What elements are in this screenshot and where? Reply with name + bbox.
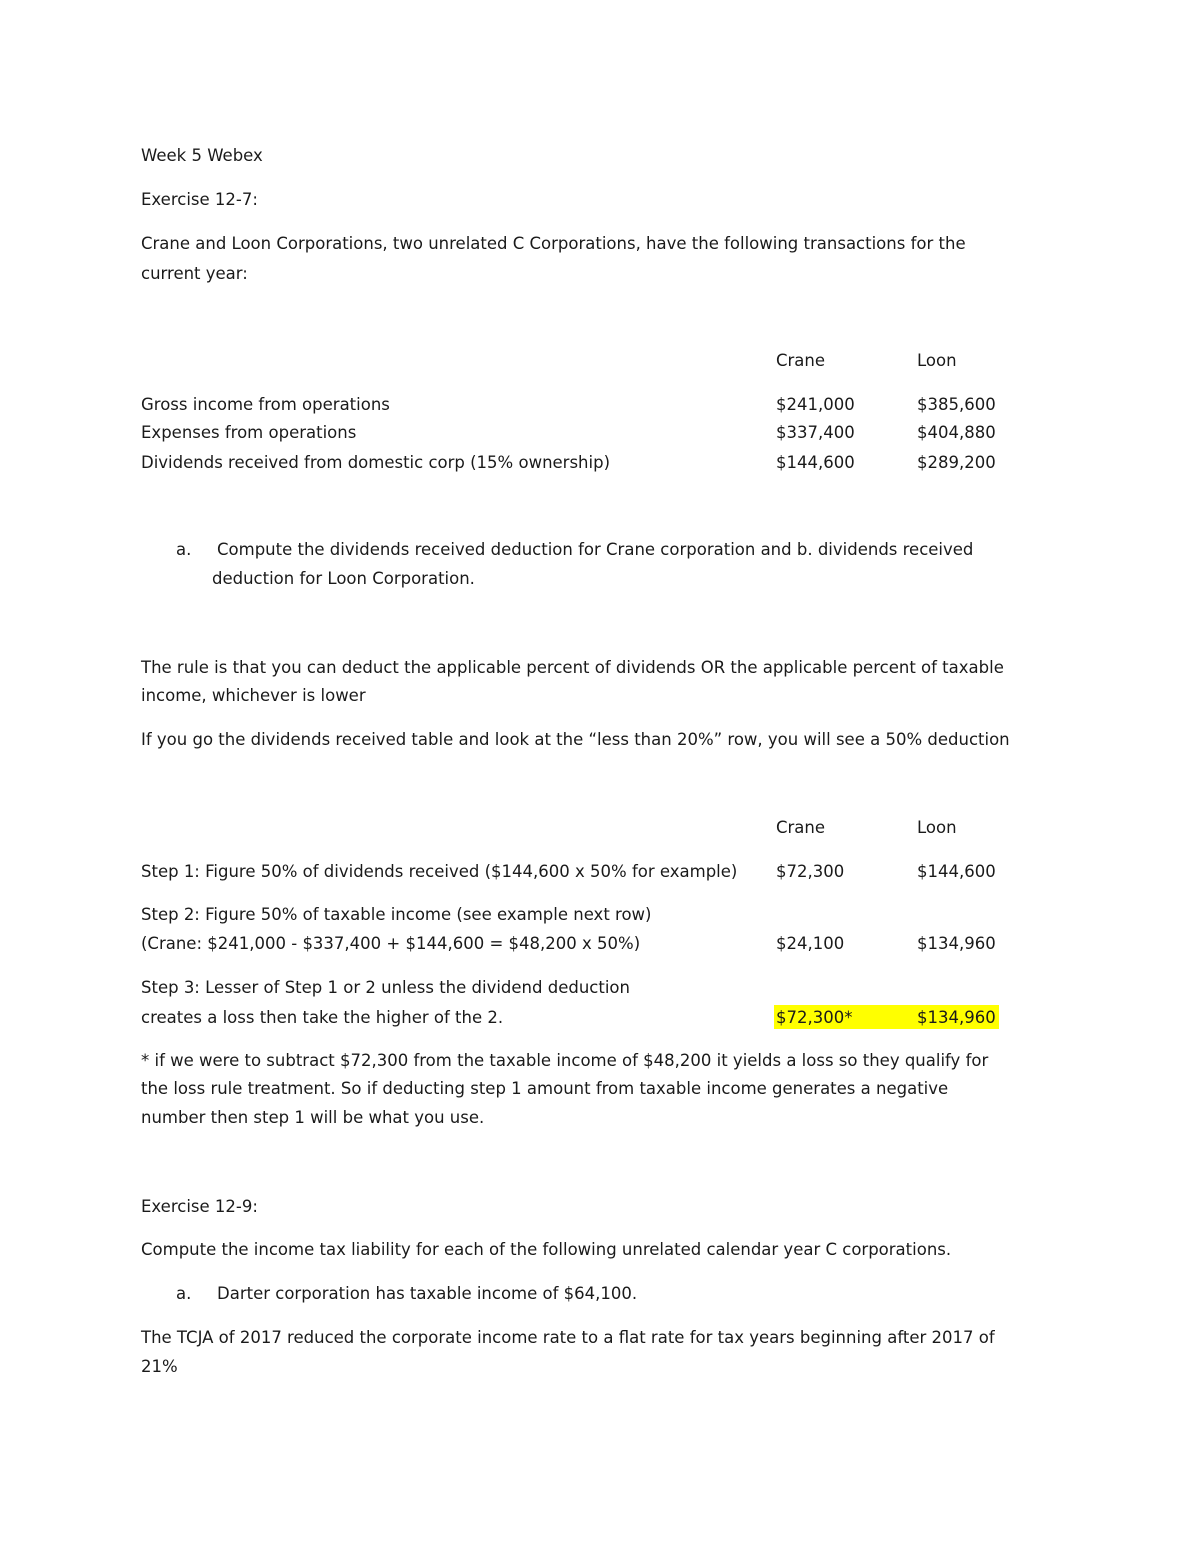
step3-crane-value: $72,300* [776, 1008, 853, 1027]
step3-label-line2: creates a loss then take the higher of the 2. [141, 1008, 504, 1027]
table1-header-crane: Crane [776, 351, 826, 370]
rule-line1: The rule is that you can deduct the applicable percent of dividends OR the applicable percent of taxable [141, 658, 1004, 677]
row-label: Gross income from operations [141, 395, 390, 414]
question-marker: a. [176, 540, 192, 559]
row-loon-value: $289,200 [917, 453, 996, 472]
row-crane-value: $337,400 [776, 423, 855, 442]
exercise-12-9-intro: Compute the income tax liability for each of the following unrelated calendar year C corporations. [141, 1240, 952, 1259]
tcja-line2: 21% [141, 1357, 178, 1376]
footnote-line3: number then step 1 will be what you use. [141, 1108, 485, 1127]
row-loon-value: $404,880 [917, 423, 996, 442]
exercise-12-9-heading: Exercise 12-9: [141, 1197, 258, 1216]
question-line2: deduction for Loon Corporation. [212, 569, 475, 588]
item-marker: a. [176, 1284, 192, 1303]
footnote-line1: * if we were to subtract $72,300 from the taxable income of $48,200 it yields a loss so they qualify for [141, 1051, 989, 1070]
rule-line2: income, whichever is lower [141, 686, 366, 705]
row-label: Expenses from operations [141, 423, 357, 442]
row-crane-value: $144,600 [776, 453, 855, 472]
step1-crane-value: $72,300 [776, 862, 845, 881]
table-note: If you go the dividends received table and look at the “less than 20%” row, you will see a 50% deduction [141, 730, 1010, 749]
step2-crane-value: $24,100 [776, 934, 845, 953]
footnote-line2: the loss rule treatment. So if deducting step 1 amount from taxable income generates a negative [141, 1079, 949, 1098]
tcja-line1: The TCJA of 2017 reduced the corporate income rate to a flat rate for tax years beginning after 2017 of [141, 1328, 995, 1347]
item-text: Darter corporation has taxable income of $64,100. [217, 1284, 638, 1303]
step2-label-line2: (Crane: $241,000 - $337,400 + $144,600 = $48,200 x 50%) [141, 934, 641, 953]
step3-label-line1: Step 3: Lesser of Step 1 or 2 unless the dividend deduction [141, 978, 630, 997]
step1-label: Step 1: Figure 50% of dividends received ($144,600 x 50% for example) [141, 862, 738, 881]
table1-header-loon: Loon [917, 351, 957, 370]
step3-loon-value: $134,960 [917, 1008, 996, 1027]
exercise-12-7-intro-line2: current year: [141, 264, 248, 283]
page-title: Week 5 Webex [141, 146, 263, 165]
table2-header-crane: Crane [776, 818, 826, 837]
step2-loon-value: $134,960 [917, 934, 996, 953]
row-crane-value: $241,000 [776, 395, 855, 414]
row-loon-value: $385,600 [917, 395, 996, 414]
exercise-12-7-heading: Exercise 12-7: [141, 190, 258, 209]
table2-header-loon: Loon [917, 818, 957, 837]
row-label: Dividends received from domestic corp (15% ownership) [141, 453, 611, 472]
question-line1: Compute the dividends received deduction for Crane corporation and b. dividends received [217, 540, 974, 559]
exercise-12-7-intro-line1: Crane and Loon Corporations, two unrelated C Corporations, have the following transactions for the [141, 234, 966, 253]
step1-loon-value: $144,600 [917, 862, 996, 881]
step2-label-line1: Step 2: Figure 50% of taxable income (see example next row) [141, 905, 652, 924]
